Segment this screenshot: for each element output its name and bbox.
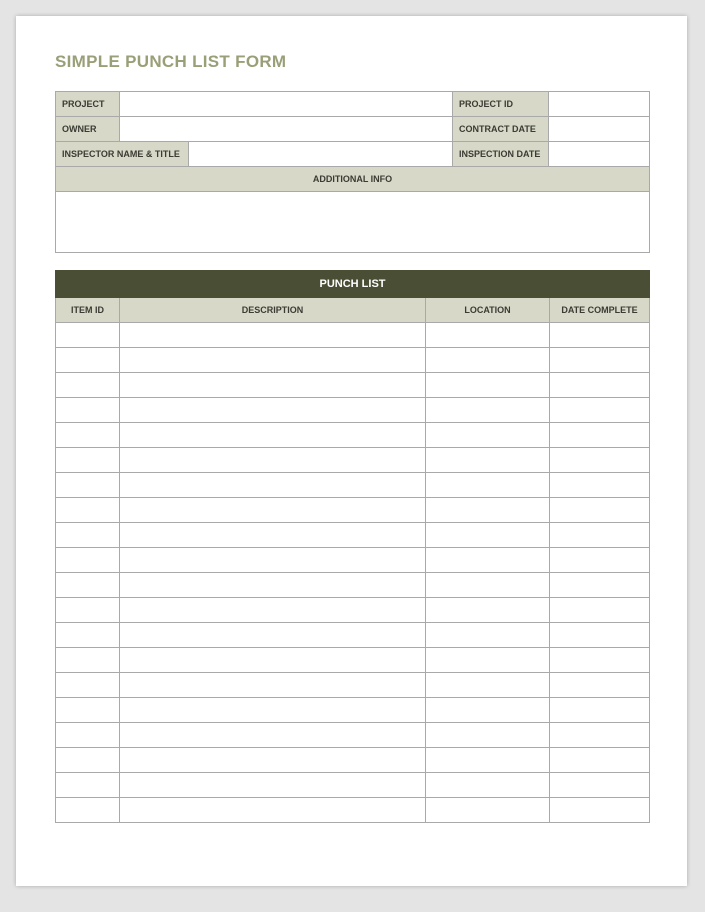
project-row xyxy=(56,92,650,117)
location-cell[interactable] xyxy=(426,598,550,623)
description-cell[interactable] xyxy=(120,698,426,723)
table-row xyxy=(56,698,650,723)
inspector-row xyxy=(56,142,650,167)
item-id-cell[interactable] xyxy=(56,723,120,748)
table-row xyxy=(56,798,650,823)
date-complete-cell[interactable] xyxy=(550,798,650,823)
location-cell[interactable] xyxy=(426,523,550,548)
table-row xyxy=(56,473,650,498)
description-cell[interactable] xyxy=(120,323,426,348)
project-info-table xyxy=(55,91,650,253)
location-cell[interactable] xyxy=(426,498,550,523)
description-cell[interactable] xyxy=(120,373,426,398)
location-cell[interactable] xyxy=(426,398,550,423)
table-row xyxy=(56,323,650,348)
location-cell[interactable] xyxy=(426,348,550,373)
item-id-cell[interactable] xyxy=(56,523,120,548)
location-cell[interactable] xyxy=(426,323,550,348)
additional-info-header-row xyxy=(56,167,650,192)
description-cell[interactable] xyxy=(120,748,426,773)
description-cell[interactable] xyxy=(120,548,426,573)
owner-field[interactable] xyxy=(120,117,453,142)
table-row xyxy=(56,548,650,573)
table-row xyxy=(56,398,650,423)
item-id-cell[interactable] xyxy=(56,748,120,773)
table-row xyxy=(56,498,650,523)
additional-info-body-row xyxy=(56,192,650,253)
description-cell[interactable] xyxy=(120,773,426,798)
item-id-cell[interactable] xyxy=(56,473,120,498)
document-page xyxy=(16,16,687,886)
form-title: SIMPLE PUNCH LIST FORM xyxy=(55,52,287,71)
location-cell[interactable] xyxy=(426,648,550,673)
item-id-cell[interactable] xyxy=(56,798,120,823)
location-cell[interactable] xyxy=(426,723,550,748)
inspection-date-field[interactable] xyxy=(549,142,650,167)
item-id-cell[interactable] xyxy=(56,623,120,648)
table-row xyxy=(56,573,650,598)
date-complete-header: DATE COMPLETE xyxy=(550,298,650,323)
date-complete-cell[interactable] xyxy=(550,673,650,698)
date-complete-cell[interactable] xyxy=(550,423,650,448)
table-row xyxy=(56,348,650,373)
date-complete-cell[interactable] xyxy=(550,323,650,348)
item-id-cell[interactable] xyxy=(56,648,120,673)
punch-list-table xyxy=(55,270,650,823)
item-id-cell[interactable] xyxy=(56,423,120,448)
description-cell[interactable] xyxy=(120,623,426,648)
location-cell[interactable] xyxy=(426,373,550,398)
contract-date-label: CONTRACT DATE xyxy=(453,117,549,142)
location-cell[interactable] xyxy=(426,623,550,648)
punch-list-title: PUNCH LIST xyxy=(56,271,650,298)
location-cell[interactable] xyxy=(426,773,550,798)
date-complete-cell[interactable] xyxy=(550,523,650,548)
inspector-field[interactable] xyxy=(189,142,453,167)
item-id-cell[interactable] xyxy=(56,598,120,623)
project-label: PROJECT xyxy=(56,92,120,117)
item-id-header: ITEM ID xyxy=(56,298,120,323)
date-complete-cell[interactable] xyxy=(550,623,650,648)
date-complete-cell[interactable] xyxy=(550,448,650,473)
date-complete-cell[interactable] xyxy=(550,748,650,773)
description-header: DESCRIPTION xyxy=(120,298,426,323)
item-id-cell[interactable] xyxy=(56,548,120,573)
description-cell[interactable] xyxy=(120,598,426,623)
description-cell[interactable] xyxy=(120,473,426,498)
location-cell[interactable] xyxy=(426,423,550,448)
date-complete-cell[interactable] xyxy=(550,548,650,573)
date-complete-cell[interactable] xyxy=(550,373,650,398)
punch-list-body xyxy=(56,323,650,823)
table-row xyxy=(56,523,650,548)
location-cell[interactable] xyxy=(426,748,550,773)
date-complete-cell[interactable] xyxy=(550,698,650,723)
date-complete-cell[interactable] xyxy=(550,648,650,673)
punch-list-title-row xyxy=(56,271,650,298)
item-id-cell[interactable] xyxy=(56,673,120,698)
location-cell[interactable] xyxy=(426,448,550,473)
inspector-label: INSPECTOR NAME & TITLE xyxy=(56,142,189,167)
additional-info-label: ADDITIONAL INFO xyxy=(56,167,650,192)
table-row xyxy=(56,723,650,748)
date-complete-cell[interactable] xyxy=(550,473,650,498)
item-id-cell[interactable] xyxy=(56,448,120,473)
table-row xyxy=(56,648,650,673)
table-row xyxy=(56,773,650,798)
project-field[interactable] xyxy=(120,92,453,117)
description-cell[interactable] xyxy=(120,648,426,673)
item-id-cell[interactable] xyxy=(56,398,120,423)
table-row xyxy=(56,448,650,473)
inspection-date-label: INSPECTION DATE xyxy=(453,142,549,167)
date-complete-cell[interactable] xyxy=(550,773,650,798)
location-cell[interactable] xyxy=(426,548,550,573)
contract-date-field[interactable] xyxy=(549,117,650,142)
table-row xyxy=(56,623,650,648)
location-cell[interactable] xyxy=(426,473,550,498)
owner-label: OWNER xyxy=(56,117,120,142)
project-id-label: PROJECT ID xyxy=(453,92,549,117)
table-row xyxy=(56,373,650,398)
date-complete-cell[interactable] xyxy=(550,723,650,748)
location-cell[interactable] xyxy=(426,573,550,598)
item-id-cell[interactable] xyxy=(56,323,120,348)
date-complete-cell[interactable] xyxy=(550,348,650,373)
item-id-cell[interactable] xyxy=(56,573,120,598)
description-cell[interactable] xyxy=(120,798,426,823)
location-cell[interactable] xyxy=(426,673,550,698)
date-complete-cell[interactable] xyxy=(550,498,650,523)
date-complete-cell[interactable] xyxy=(550,598,650,623)
location-cell[interactable] xyxy=(426,698,550,723)
owner-row xyxy=(56,117,650,142)
description-cell[interactable] xyxy=(120,348,426,373)
date-complete-cell[interactable] xyxy=(550,573,650,598)
additional-info-field[interactable] xyxy=(56,192,650,253)
description-cell[interactable] xyxy=(120,423,426,448)
location-cell[interactable] xyxy=(426,798,550,823)
table-row xyxy=(56,748,650,773)
description-cell[interactable] xyxy=(120,673,426,698)
date-complete-cell[interactable] xyxy=(550,398,650,423)
description-cell[interactable] xyxy=(120,448,426,473)
description-cell[interactable] xyxy=(120,723,426,748)
description-cell[interactable] xyxy=(120,523,426,548)
item-id-cell[interactable] xyxy=(56,348,120,373)
description-cell[interactable] xyxy=(120,573,426,598)
item-id-cell[interactable] xyxy=(56,773,120,798)
project-id-field[interactable] xyxy=(549,92,650,117)
table-row xyxy=(56,598,650,623)
punch-list-column-header-row xyxy=(56,298,650,323)
location-header: LOCATION xyxy=(426,298,550,323)
item-id-cell[interactable] xyxy=(56,373,120,398)
item-id-cell[interactable] xyxy=(56,498,120,523)
description-cell[interactable] xyxy=(120,498,426,523)
table-row xyxy=(56,423,650,448)
table-row xyxy=(56,673,650,698)
description-cell[interactable] xyxy=(120,398,426,423)
item-id-cell[interactable] xyxy=(56,698,120,723)
